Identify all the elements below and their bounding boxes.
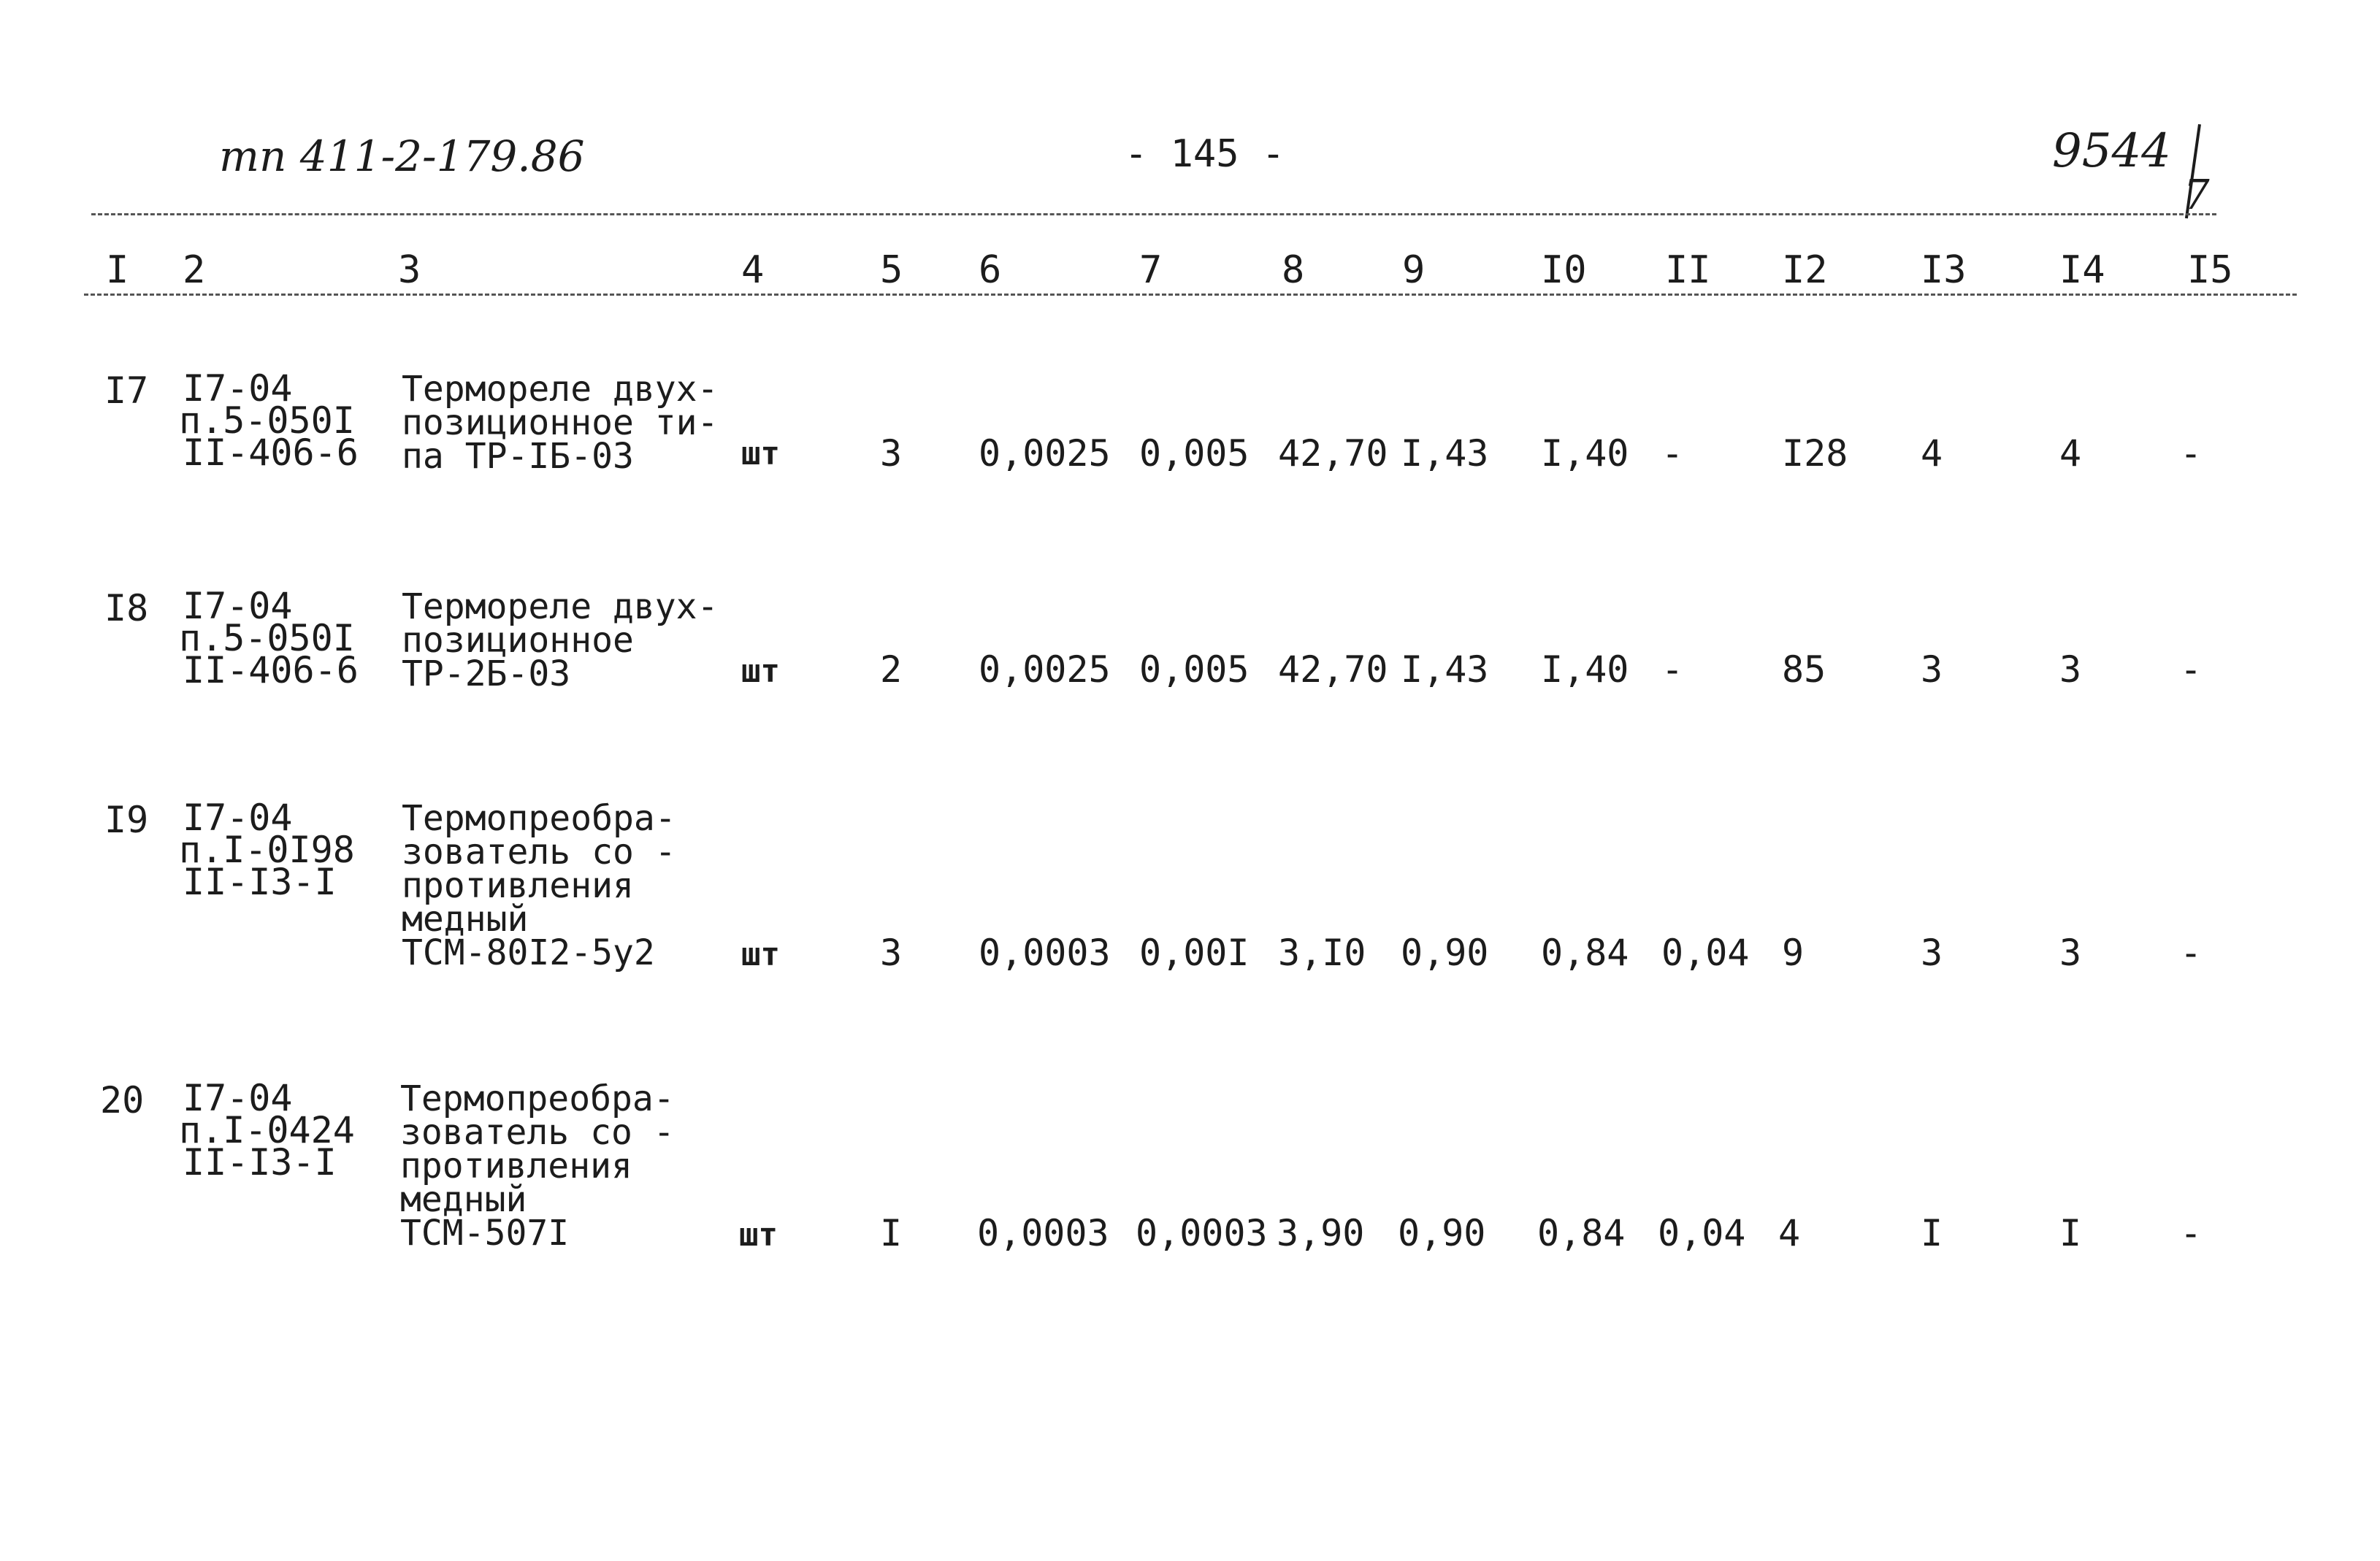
row-col-11: - [1661,648,1684,691]
row-code-line: II-406-6 [183,432,359,474]
row-description-line: медный [400,1179,527,1220]
row-col-13: 3 [1921,648,1943,691]
row-col-15: - [2180,648,2203,691]
row-unit: шт [741,653,780,690]
col-header-6: 6 [979,248,1002,292]
row-col-11: 0,04 [1658,1212,1746,1254]
row-col-8: 3,I0 [1278,932,1366,974]
row-col-8: 42,70 [1278,648,1388,691]
row-col-13: 3 [1921,932,1943,974]
row-col-14: 3 [2059,648,2082,691]
sheet-reference: 9544 [2052,124,2171,178]
row-description-line: противления [400,1146,632,1186]
row-unit: шт [741,936,780,973]
row-number: I8 [104,587,149,629]
col-header-11: II [1665,248,1711,292]
col-header-3: 3 [398,248,421,292]
row-col-8: 3,90 [1277,1212,1365,1254]
col-header-10: I0 [1541,248,1587,292]
row-code-line: I7-04 [183,585,293,627]
row-col-9: I,43 [1401,432,1489,475]
row-description-line: позиционное ти- [402,402,719,443]
row-description-line: ТСМ-507I [400,1213,570,1254]
row-col-7: 0,005 [1139,432,1250,475]
col-header-2: 2 [183,248,206,292]
row-col-10: I,40 [1541,432,1629,475]
row-col-12: I28 [1782,432,1848,475]
row-code-line: II-406-6 [183,649,359,691]
row-code-line: п.5-050I [179,617,355,659]
row-quantity: 3 [880,932,903,974]
row-description-line: Термореле двух- [402,369,719,410]
row-col-13: I [1921,1212,1943,1254]
row-col-14: 3 [2059,932,2082,974]
row-code-line: п.5-050I [179,399,355,442]
row-col-9: I,43 [1401,648,1489,691]
row-description-line: противления [402,865,634,906]
row-col-13: 4 [1921,432,1943,475]
row-col-6: 0,0003 [977,1212,1109,1254]
col-header-4: 4 [741,248,765,292]
row-col-12: 9 [1782,932,1805,974]
row-description-line: зователь со - [402,832,676,872]
col-header-12: I2 [1782,248,1828,292]
row-description-line: Термопреобра- [400,1078,675,1119]
col-header-14: I4 [2059,248,2105,292]
row-code-line: II-I3-I [183,861,337,903]
row-col-7: 0,00I [1139,932,1250,974]
row-col-12: 85 [1782,648,1826,691]
row-number: I7 [104,369,149,412]
row-description-line: па ТР-IБ-03 [402,436,634,477]
row-col-15: - [2180,1212,2203,1254]
row-col-8: 42,70 [1278,432,1388,475]
header-rule [84,294,2297,296]
row-description-line: Термореле двух- [402,586,719,627]
row-description-line: медный [402,899,529,940]
col-header-9: 9 [1402,248,1426,292]
row-col-9: 0,90 [1398,1212,1486,1254]
col-header-7: 7 [1139,248,1163,292]
row-code-line: I7-04 [183,797,293,839]
row-col-7: 0,005 [1139,648,1250,691]
col-header-13: I3 [1921,248,1967,292]
row-col-11: 0,04 [1661,932,1750,974]
row-col-14: 4 [2059,432,2082,475]
row-description-line: зователь со - [400,1112,675,1153]
row-code-line: п.I-0I98 [179,829,355,871]
row-col-10: 0,84 [1537,1212,1626,1254]
top-rule [91,213,2216,215]
row-col-6: 0,0025 [979,432,1111,475]
row-col-12: 4 [1778,1212,1801,1254]
document-code: тп 411-2-179.86 [219,131,585,181]
row-col-10: I,40 [1541,648,1629,691]
row-code-line: п.I-0424 [179,1109,355,1151]
row-code-line: I7-04 [183,367,293,410]
row-col-15: - [2180,932,2203,974]
row-quantity: 2 [880,648,903,691]
row-quantity: 3 [880,432,903,475]
row-number: I9 [104,799,149,841]
row-description-line: позиционное [402,620,634,661]
col-header-15: I5 [2187,248,2233,292]
col-header-5: 5 [880,248,903,292]
row-quantity: I [880,1212,903,1254]
row-col-7: 0,0003 [1136,1212,1268,1254]
row-number: 20 [100,1079,145,1121]
row-col-6: 0,0003 [979,932,1111,974]
row-col-6: 0,0025 [979,648,1111,691]
page-number: - 145 - [1125,132,1285,176]
row-unit: шт [739,1216,778,1254]
row-description-line: ТСМ-80I2-5у2 [402,932,655,973]
row-col-15: - [2180,432,2203,475]
sheet-subnumber: 7 [2184,172,2210,219]
col-header-8: 8 [1282,248,1305,292]
row-description-line: Термопреобра- [402,798,676,839]
row-col-11: - [1661,432,1684,475]
row-description-line: ТР-2Б-03 [402,653,571,694]
row-code-line: II-I3-I [183,1141,337,1184]
row-code-line: I7-04 [183,1077,293,1119]
row-col-14: I [2059,1212,2082,1254]
row-col-9: 0,90 [1401,932,1489,974]
row-unit: шт [741,435,780,472]
col-header-1: I [106,248,129,292]
row-col-10: 0,84 [1541,932,1629,974]
